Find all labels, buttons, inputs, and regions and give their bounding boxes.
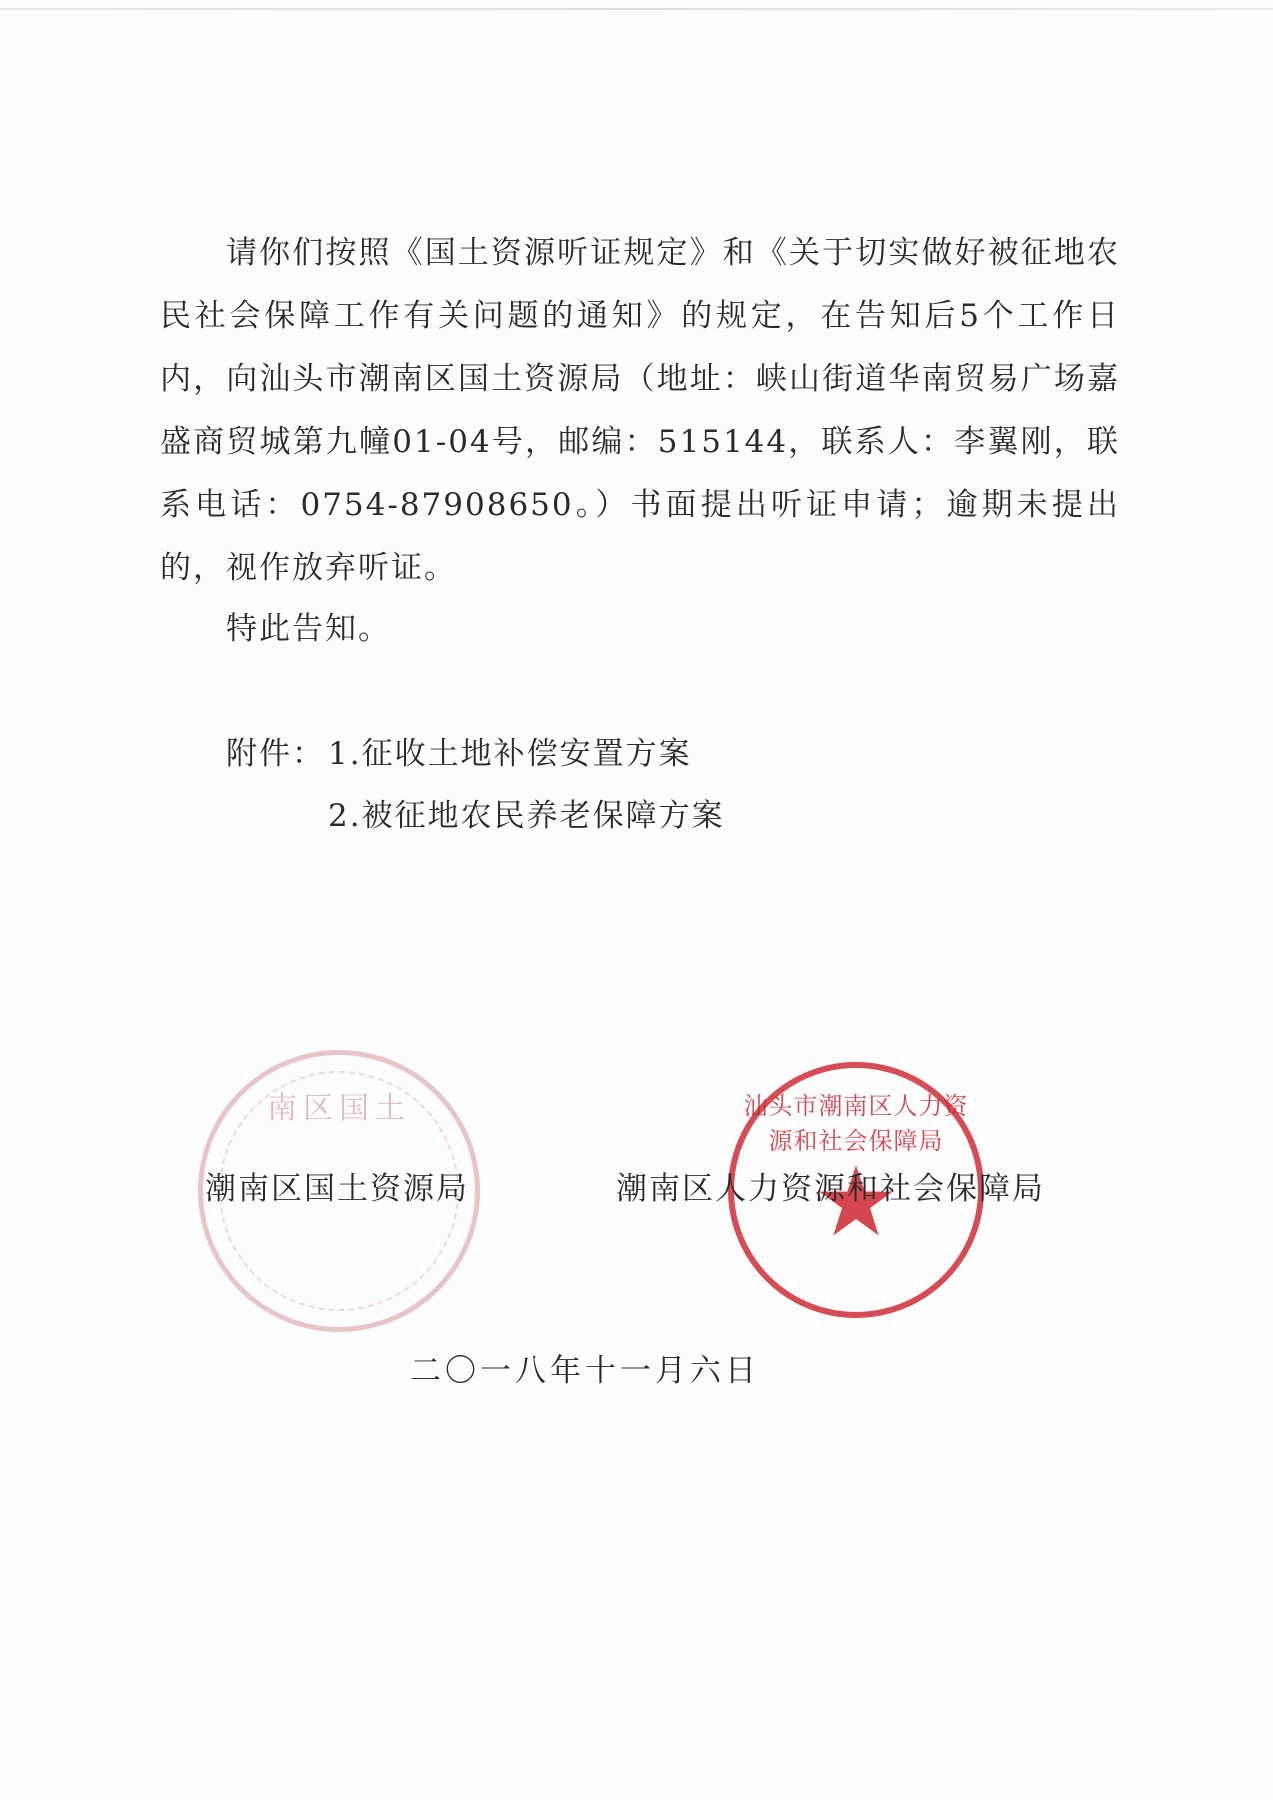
scan-edge (0, 8, 1273, 10)
attachment-item: 2.被征地农民养老保障方案 (328, 798, 725, 834)
attachment-item: 1.征收土地补偿安置方案 (328, 736, 692, 772)
seal-text: 南区国土 (267, 1091, 411, 1126)
attachments-label: 附件： (226, 736, 325, 772)
signature-land-bureau: 潮南区国土资源局 (205, 1171, 469, 1207)
signature-hr-bureau: 潮南区人力资源和社会保障局 (616, 1171, 1045, 1207)
seal-text: 汕头市潮南区人力资源和社会保障局 (743, 1092, 969, 1155)
issue-date: 二〇一八年十一月六日 (410, 1353, 760, 1389)
notice-paragraph: 请你们按照《国土资源听证规定》和《关于切实做好被征地农民社会保障工作有关问题的通知》的规定，在告知后5个工作日内，向汕头市潮南区国土资源局（地址：峡山街道华南贸易广场嘉盛商贸城第九幢01-04号，邮编：515144，联系人：李翼刚，联系电话：0754-87908650。）书面提出听证申请；逾期未提出的，视作放弃听证。 (160, 235, 1120, 586)
closing-line: 特此告知。 (226, 611, 391, 647)
